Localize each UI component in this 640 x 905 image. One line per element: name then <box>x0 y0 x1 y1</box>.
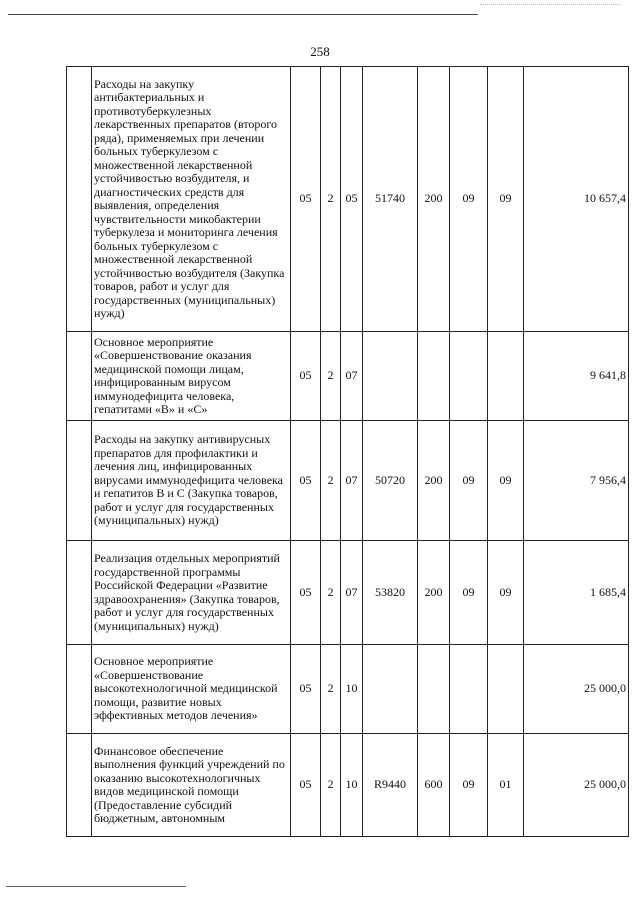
table-row <box>67 67 629 332</box>
code-cell: 05 <box>341 67 363 332</box>
code-cell: 2 <box>321 332 341 421</box>
blank-cell <box>67 67 92 332</box>
code-cell <box>450 332 488 421</box>
code-cell <box>450 645 488 734</box>
code-cell: 53820 <box>363 541 418 645</box>
blank-cell <box>67 541 92 645</box>
code-cell: 05 <box>291 421 321 541</box>
code-cell: 07 <box>341 541 363 645</box>
amount-cell: 25 000,0 <box>524 734 629 837</box>
blank-cell <box>67 421 92 541</box>
code-cell <box>363 332 418 421</box>
blank-cell <box>67 645 92 734</box>
row-description: Расходы на закупку антибактериальных и противотуберкулезных лекарственных препаратов (второго ряда), применяемых при лечении больных туберкулезом с множественной лекарственной устойчивостью возбудителя, и диагностических средств для выявления, определения чувствительности микобактерии туберкулеза и мониторинга лечения больных туберкулезом с множественной лекарственной устойчивостью возбудителя (Закупка товаров, работ и услуг для государственных (муниципальных) нужд) <box>92 67 291 332</box>
code-cell: 09 <box>450 421 488 541</box>
amount-cell: 9 641,8 <box>524 332 629 421</box>
code-cell <box>418 645 450 734</box>
bottom-rule <box>6 886 186 887</box>
code-cell: 05 <box>291 734 321 837</box>
blank-cell <box>67 734 92 837</box>
code-cell: 51740 <box>363 67 418 332</box>
code-cell: 01 <box>488 734 524 837</box>
code-cell <box>363 645 418 734</box>
code-cell <box>488 645 524 734</box>
code-cell: 07 <box>341 421 363 541</box>
code-cell: 09 <box>488 67 524 332</box>
amount-cell: 1 685,4 <box>524 541 629 645</box>
page-number: 258 <box>310 44 330 59</box>
code-cell: 2 <box>321 541 341 645</box>
code-cell: 50720 <box>363 421 418 541</box>
scan-artifact <box>480 4 620 15</box>
code-cell: 09 <box>488 421 524 541</box>
code-cell <box>418 332 450 421</box>
code-cell: 09 <box>450 541 488 645</box>
table-row <box>67 541 629 645</box>
code-cell: R9440 <box>363 734 418 837</box>
table-row <box>67 332 629 421</box>
row-description: Основное мероприятие «Совершенствование оказания медицинской помощи лицам, инфицированным вирусом иммунодефицита человека, гепатитами «В» и «С» <box>92 332 291 421</box>
code-cell: 200 <box>418 421 450 541</box>
table-row <box>67 421 629 541</box>
code-cell: 2 <box>321 734 341 837</box>
amount-cell: 10 657,4 <box>524 67 629 332</box>
code-cell: 05 <box>291 541 321 645</box>
row-description: Расходы на закупку антивирусных препаратов для профилактики и лечения лиц, инфицированных вирусами иммунодефицита человека и гепатитов В и С (Закупка товаров, работ и услуг для государственных (муниципальных) нужд) <box>92 421 291 541</box>
code-cell: 09 <box>450 734 488 837</box>
code-cell: 09 <box>488 541 524 645</box>
top-rule <box>8 14 478 15</box>
table-row <box>67 645 629 734</box>
blank-cell <box>67 332 92 421</box>
code-cell <box>488 332 524 421</box>
row-description: Основное мероприятие «Совершенствование высокотехнологичной медицинской помощи, развитие новых эффективных методов лечения» <box>92 645 291 734</box>
code-cell: 200 <box>418 67 450 332</box>
code-cell: 2 <box>321 645 341 734</box>
code-cell: 200 <box>418 541 450 645</box>
code-cell: 05 <box>291 67 321 332</box>
table-row <box>67 734 629 837</box>
code-cell: 05 <box>291 645 321 734</box>
code-cell: 05 <box>291 332 321 421</box>
code-cell: 10 <box>341 734 363 837</box>
code-cell: 10 <box>341 645 363 734</box>
code-cell: 2 <box>321 421 341 541</box>
budget-table <box>66 66 629 837</box>
code-cell: 2 <box>321 67 341 332</box>
row-description: Финансовое обеспечение выполнения функций учреждений по оказанию высокотехнологичных видов медицинской помощи (Предоставление субсидий бюджетным, автономным <box>92 734 291 837</box>
amount-cell: 25 000,0 <box>524 645 629 734</box>
amount-cell: 7 956,4 <box>524 421 629 541</box>
code-cell: 09 <box>450 67 488 332</box>
code-cell: 07 <box>341 332 363 421</box>
row-description: Реализация отдельных мероприятий государственной программы Российской Федерации «Развитие здравоохранения» (Закупка товаров, работ и услуг для государственных (муниципальных) нужд) <box>92 541 291 645</box>
code-cell: 600 <box>418 734 450 837</box>
